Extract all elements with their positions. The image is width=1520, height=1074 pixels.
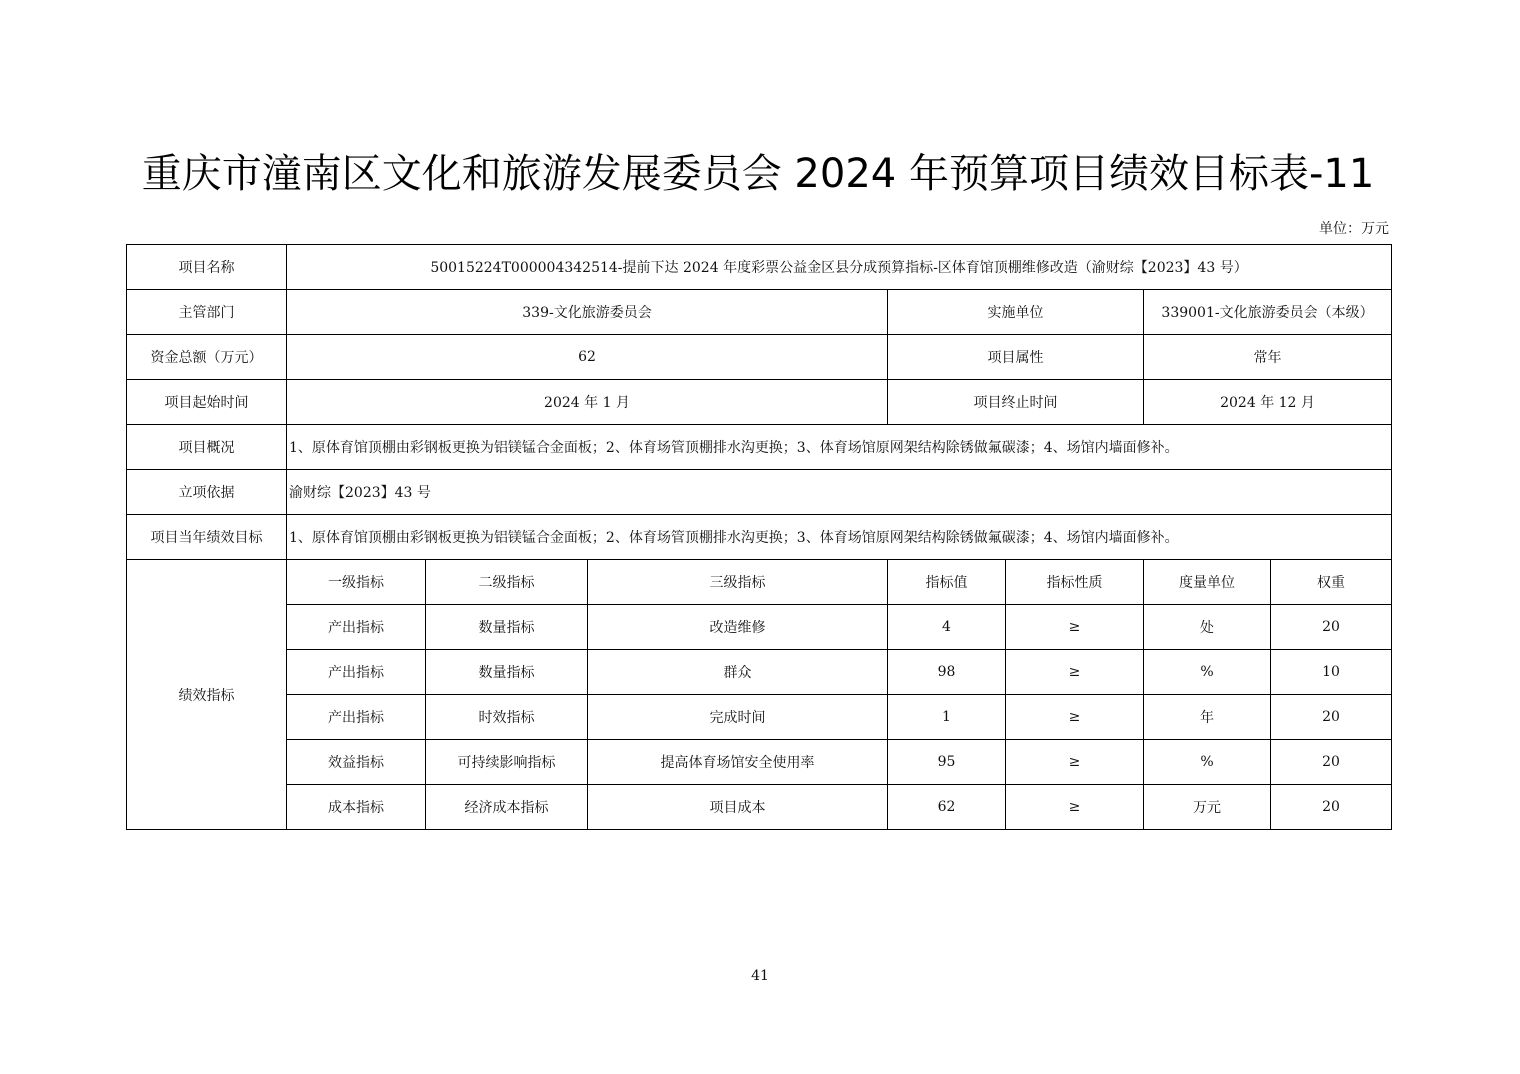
indicator-level3: 改造维修 xyxy=(588,605,888,650)
basis-label: 立项依据 xyxy=(127,470,287,515)
indicator-level3: 完成时间 xyxy=(588,695,888,740)
project-attribute-value: 常年 xyxy=(1144,335,1392,380)
page-number: 41 xyxy=(751,968,769,984)
indicator-nature: ≥ xyxy=(1006,785,1144,830)
indicator-level1: 产出指标 xyxy=(287,650,426,695)
indicator-level2: 经济成本指标 xyxy=(426,785,588,830)
indicator-level2: 数量指标 xyxy=(426,605,588,650)
indicator-unit: 万元 xyxy=(1144,785,1271,830)
header-level2: 二级指标 xyxy=(426,560,588,605)
annual-goal-value: 1、原体育馆顶棚由彩钢板更换为铝镁锰合金面板；2、体育场管顶棚排水沟更换；3、体育场馆原网架结构除锈做氟碳漆；4、场馆内墙面修补。 xyxy=(287,515,1392,560)
indicator-nature: ≥ xyxy=(1006,605,1144,650)
fund-total-label: 资金总额（万元） xyxy=(127,335,287,380)
overview-label: 项目概况 xyxy=(127,425,287,470)
performance-target-table xyxy=(126,244,1392,830)
indicator-header-row xyxy=(127,560,1392,605)
indicator-value: 62 xyxy=(888,785,1006,830)
indicator-value: 1 xyxy=(888,695,1006,740)
end-time-label: 项目终止时间 xyxy=(888,380,1144,425)
indicator-value: 95 xyxy=(888,740,1006,785)
table-row-basis xyxy=(127,470,1392,515)
indicator-nature: ≥ xyxy=(1006,695,1144,740)
fund-total-value: 62 xyxy=(287,335,888,380)
header-nature: 指标性质 xyxy=(1006,560,1144,605)
table-row-overview xyxy=(127,425,1392,470)
indicator-weight: 20 xyxy=(1271,695,1392,740)
implementing-unit-value: 339001-文化旅游委员会（本级） xyxy=(1144,290,1392,335)
indicator-level2: 时效指标 xyxy=(426,695,588,740)
indicator-weight: 10 xyxy=(1271,650,1392,695)
indicator-nature: ≥ xyxy=(1006,740,1144,785)
indicator-weight: 20 xyxy=(1271,605,1392,650)
indicator-level2: 数量指标 xyxy=(426,650,588,695)
unit-label: 单位：万元 xyxy=(1319,221,1389,237)
page-title: 重庆市潼南区文化和旅游发展委员会 2024 年预算项目绩效目标表-11 xyxy=(141,151,1375,197)
indicator-row xyxy=(127,650,1392,695)
indicator-level2: 可持续影响指标 xyxy=(426,740,588,785)
indicator-level3: 提高体育场馆安全使用率 xyxy=(588,740,888,785)
indicator-level1: 成本指标 xyxy=(287,785,426,830)
department-value: 339-文化旅游委员会 xyxy=(287,290,888,335)
header-value: 指标值 xyxy=(888,560,1006,605)
indicator-unit: % xyxy=(1144,650,1271,695)
table-row-annual-goal xyxy=(127,515,1392,560)
indicator-unit: 年 xyxy=(1144,695,1271,740)
end-time-value: 2024 年 12 月 xyxy=(1144,380,1392,425)
indicator-level1: 产出指标 xyxy=(287,605,426,650)
start-time-value: 2024 年 1 月 xyxy=(287,380,888,425)
indicator-weight: 20 xyxy=(1271,785,1392,830)
header-level1: 一级指标 xyxy=(287,560,426,605)
indicator-row xyxy=(127,695,1392,740)
indicators-section-label: 绩效指标 xyxy=(127,560,287,830)
start-time-label: 项目起始时间 xyxy=(127,380,287,425)
indicator-weight: 20 xyxy=(1271,740,1392,785)
header-unit: 度量单位 xyxy=(1144,560,1271,605)
header-level3: 三级指标 xyxy=(588,560,888,605)
table-row-period xyxy=(127,380,1392,425)
project-name-value: 50015224T000004342514-提前下达 2024 年度彩票公益金区县分成预算指标-区体育馆顶棚维修改造（渝财综【2023】43 号） xyxy=(287,245,1392,290)
indicator-row xyxy=(127,605,1392,650)
table-row-department xyxy=(127,290,1392,335)
header-weight: 权重 xyxy=(1271,560,1392,605)
indicator-unit: % xyxy=(1144,740,1271,785)
overview-value: 1、原体育馆顶棚由彩钢板更换为铝镁锰合金面板；2、体育场管顶棚排水沟更换；3、体育场馆原网架结构除锈做氟碳漆；4、场馆内墙面修补。 xyxy=(287,425,1392,470)
indicator-row xyxy=(127,785,1392,830)
implementing-unit-label: 实施单位 xyxy=(888,290,1144,335)
project-name-label: 项目名称 xyxy=(127,245,287,290)
indicator-level1: 产出指标 xyxy=(287,695,426,740)
indicator-value: 98 xyxy=(888,650,1006,695)
indicator-level3: 群众 xyxy=(588,650,888,695)
indicator-nature: ≥ xyxy=(1006,650,1144,695)
department-label: 主管部门 xyxy=(127,290,287,335)
annual-goal-label: 项目当年绩效目标 xyxy=(127,515,287,560)
table-row-project-name xyxy=(127,245,1392,290)
table-row-fund xyxy=(127,335,1392,380)
basis-value: 渝财综【2023】43 号 xyxy=(287,470,1392,515)
indicator-level3: 项目成本 xyxy=(588,785,888,830)
indicator-row xyxy=(127,740,1392,785)
indicator-unit: 处 xyxy=(1144,605,1271,650)
project-attribute-label: 项目属性 xyxy=(888,335,1144,380)
indicator-value: 4 xyxy=(888,605,1006,650)
indicator-level1: 效益指标 xyxy=(287,740,426,785)
